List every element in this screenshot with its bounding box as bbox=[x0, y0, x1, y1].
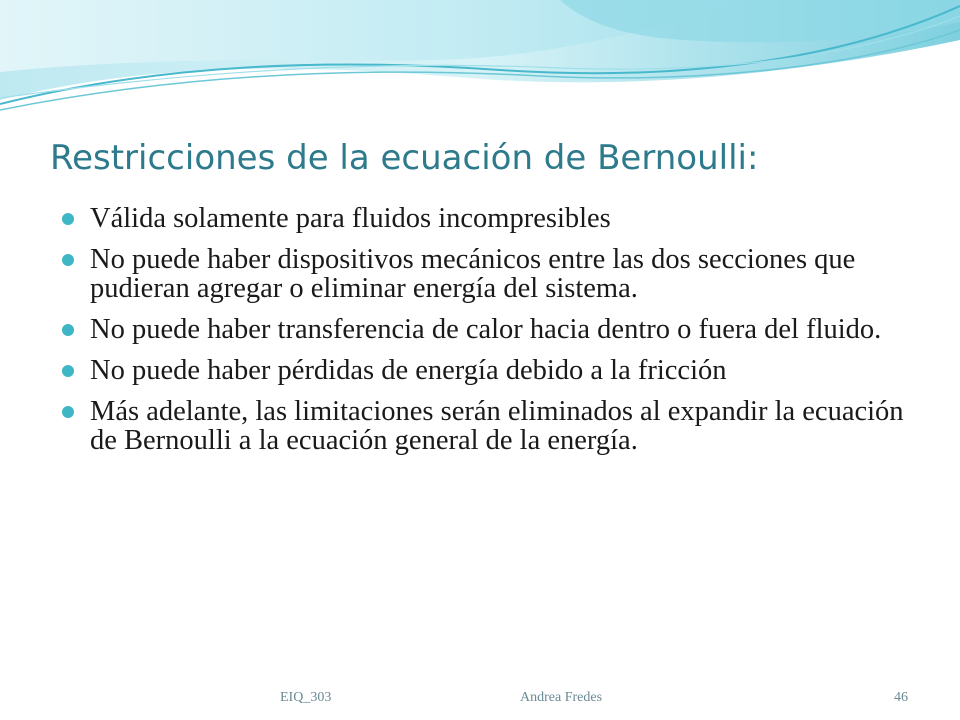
bullet-text: No puede haber pérdidas de energía debido a la fricción bbox=[90, 355, 727, 386]
header-wave-decoration bbox=[0, 0, 960, 130]
footer-author: Andrea Fredes bbox=[520, 690, 603, 705]
bullet-item bbox=[60, 356, 920, 385]
bullet-dot-icon bbox=[62, 213, 74, 225]
bullet-item bbox=[60, 204, 920, 233]
bullet-text: Válida solamente para fluidos incompresibles bbox=[90, 203, 611, 234]
footer-course-code: EIQ_303 bbox=[280, 690, 332, 705]
bullet-text: No puede haber dispositivos mecánicos entre las dos secciones que pudieran agregar o eliminar energía del sistema. bbox=[90, 244, 856, 304]
bullet-text: No puede haber transferencia de calor hacia dentro o fuera del fluido. bbox=[90, 314, 882, 345]
bullet-item bbox=[60, 245, 920, 303]
bullet-dot-icon bbox=[62, 365, 74, 377]
slide-title: Restricciones de la ecuación de Bernoulli: bbox=[50, 138, 759, 178]
bullet-dot-icon bbox=[62, 324, 74, 336]
bullet-item bbox=[60, 397, 920, 455]
bullet-list bbox=[60, 204, 920, 467]
footer-page-number: 46 bbox=[894, 690, 908, 705]
bullet-dot-icon bbox=[62, 254, 74, 266]
bullet-text: Más adelante, las limitaciones serán eliminados al expandir la ecuación de Bernoulli a la ecuación general de la energía. bbox=[90, 396, 904, 456]
bullet-dot-icon bbox=[62, 406, 74, 418]
bullet-item bbox=[60, 315, 920, 344]
